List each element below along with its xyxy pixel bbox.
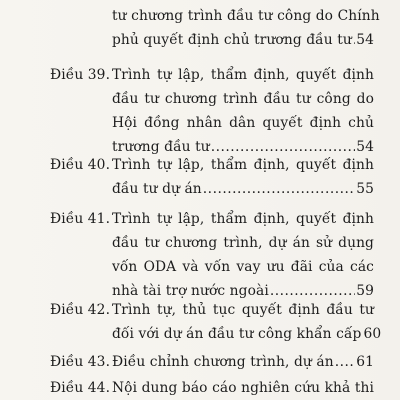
- toc-entry-line: đầu tư dự án: [112, 181, 202, 197]
- toc-entry-line: Điều chỉnh chương trình, dự án: [112, 354, 334, 370]
- toc-entry-text: [112, 4, 380, 52]
- toc-entry-line: Nội dung báo cáo nghiên cứu khả thi: [112, 380, 374, 396]
- toc-entry-line: Trình tự lập, thẩm định, quyết định: [112, 67, 374, 83]
- page-number: 55: [356, 181, 374, 197]
- article-label: Điều 44.: [50, 380, 111, 396]
- toc-entry-line: Trình tự lập, thẩm định, quyết định: [112, 157, 374, 173]
- article-label: Điều 42.: [50, 302, 111, 318]
- toc-entry-last-line: [112, 28, 374, 52]
- toc-entry-line: đầu tư chương trình, dự án sử dụng: [112, 235, 374, 251]
- toc-entry-line: đối với dự án đầu tư công khẩn cấp: [112, 326, 362, 342]
- article-label: Điều 40.: [50, 157, 111, 173]
- toc-entry-text: [112, 63, 374, 159]
- page-number: 54: [356, 139, 374, 155]
- toc-entry-line: phủ quyết định chủ trương đầu tư: [112, 32, 352, 48]
- article-label: Điều 41.: [50, 211, 111, 227]
- dot-leader: [353, 28, 355, 52]
- page-number: 59: [356, 283, 374, 299]
- article-label: Điều 39.: [50, 67, 111, 83]
- toc-entry-line: trương đầu tư: [112, 139, 210, 155]
- toc-entry-line: Trình tự lập, thẩm định, quyết định: [112, 211, 374, 227]
- toc-entry-text: [112, 350, 374, 374]
- page-number: 61: [356, 354, 374, 370]
- article-label: Điều 43.: [50, 354, 111, 370]
- toc-entry-line: Hội đồng nhân dân quyết định chủ: [112, 115, 374, 131]
- toc-entry-last-line: [112, 350, 374, 374]
- toc-entry-last-line: [112, 322, 382, 346]
- toc-entry-line: nhà tài trợ nước ngoài: [112, 283, 269, 299]
- toc-entry-text: [112, 298, 382, 346]
- toc-entry-line: đầu tư chương trình đầu tư công do: [112, 91, 374, 107]
- toc-entry-line: Trình tự, thủ tục quyết định đầu tư: [112, 302, 374, 318]
- page-number: 54: [356, 32, 374, 48]
- toc-entry-line: tư chương trình đầu tư công do Chính: [112, 8, 380, 24]
- dot-leader: [335, 350, 356, 374]
- dot-leader: [203, 177, 355, 201]
- toc-entry-text: [112, 153, 374, 201]
- page-number: 60: [363, 326, 382, 342]
- toc-entry-last-line: [112, 177, 374, 201]
- toc-entry-line: vốn ODA và vốn vay ưu đãi của các: [112, 259, 374, 275]
- toc-entry-text: [112, 207, 374, 303]
- toc-entry-text: [112, 376, 374, 400]
